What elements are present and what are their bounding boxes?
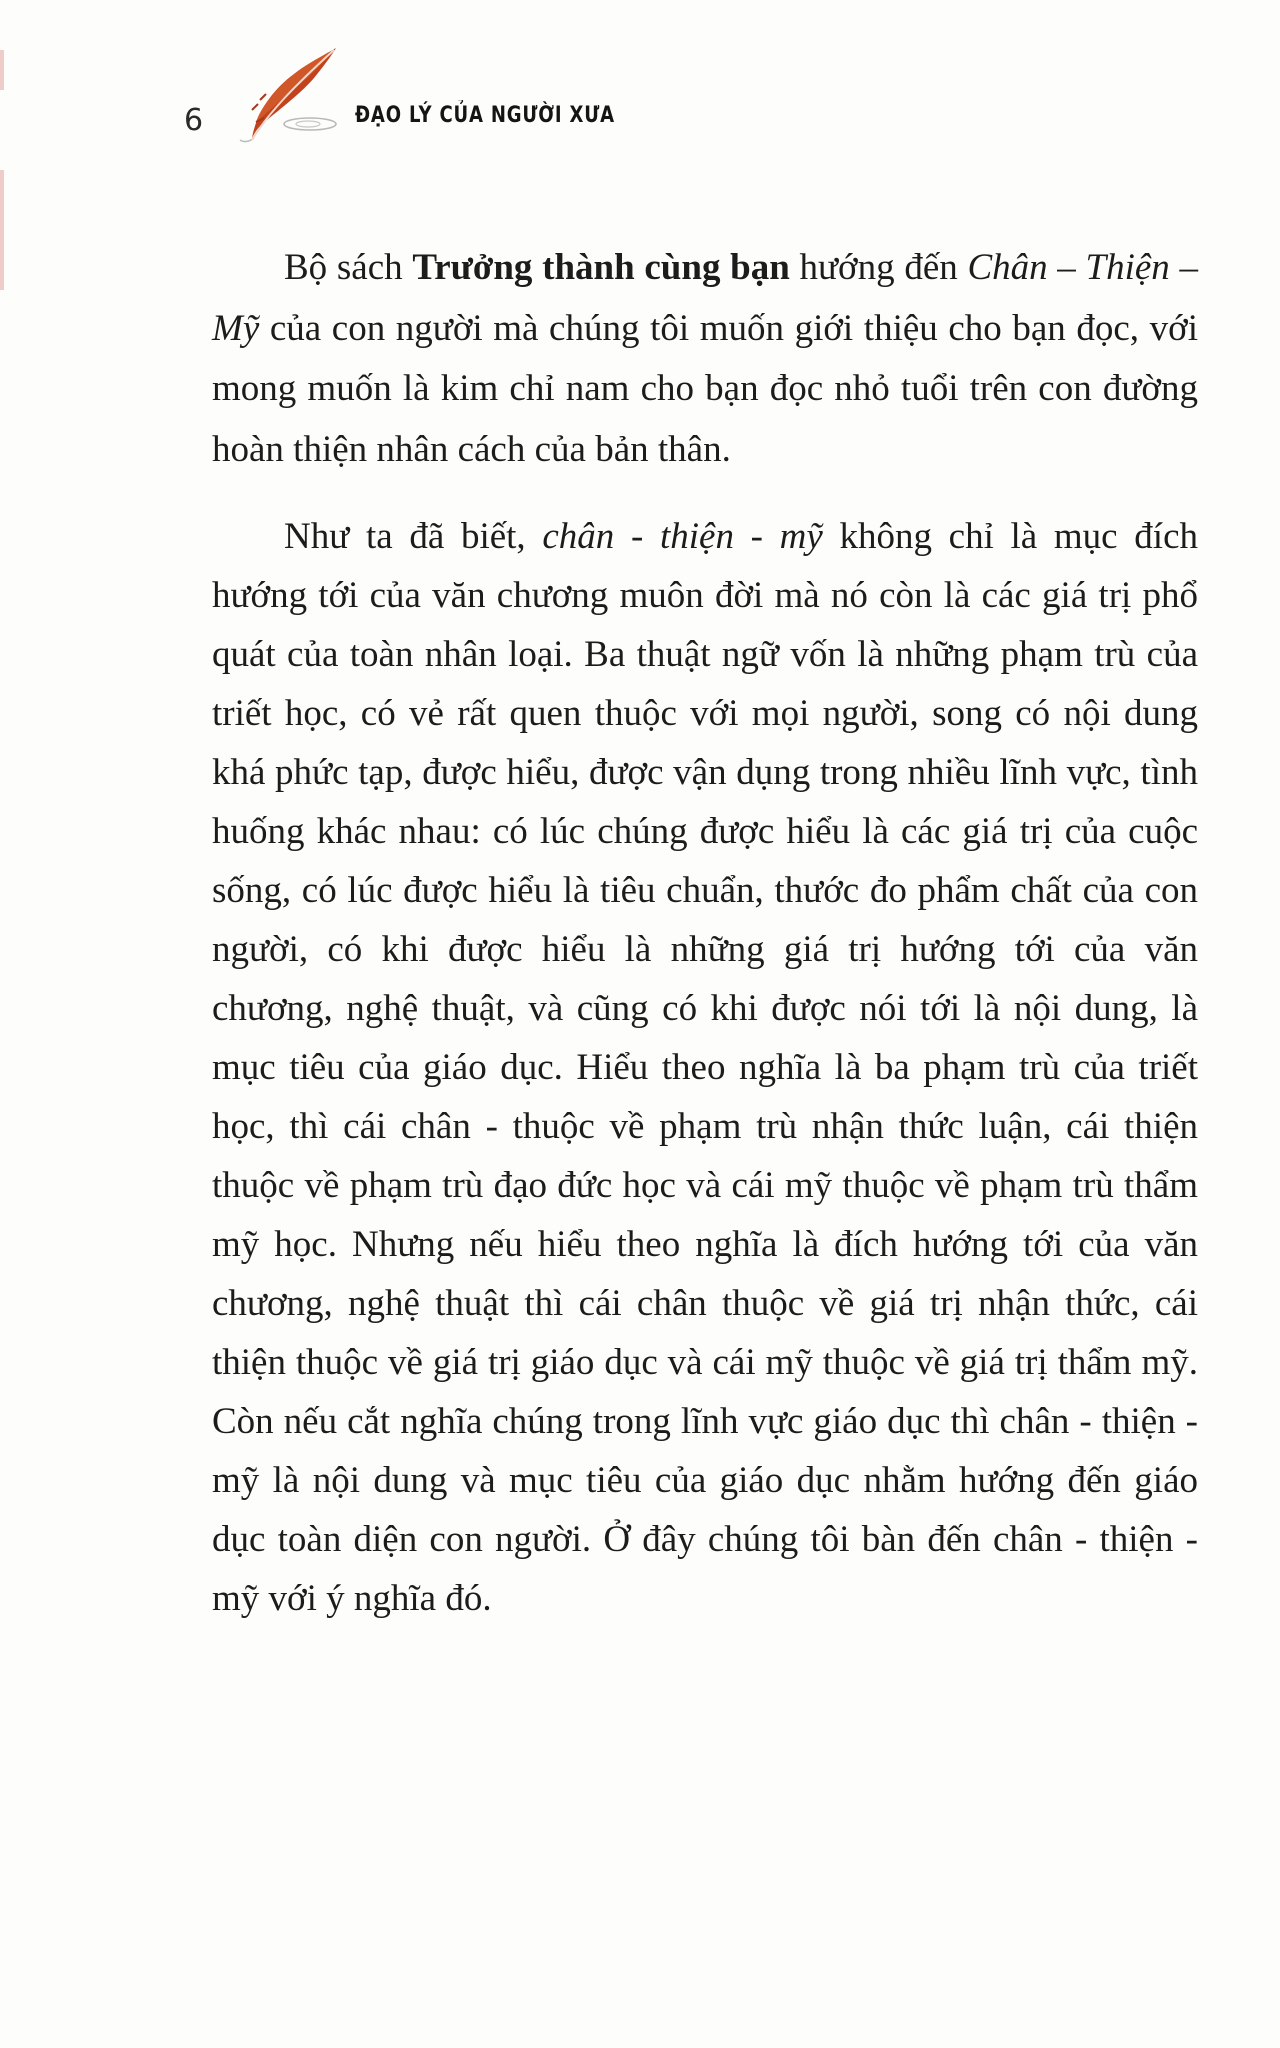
paragraph-1 [212,238,1198,480]
emphasis-chan-thien-my: Chân – Thiện – Mỹ [212,247,1198,349]
book-series-title: Trưởng thành cùng bạn [412,247,790,288]
running-title: ĐẠO LÝ CỦA NGƯỜI XƯA [355,103,615,128]
text-segment: không chỉ là mục đích hướng tới của văn chương muôn đời mà nó còn là các giá trị phổ quát của toàn nhân loại. Ba thuật ngữ vốn là những phạm trù của triết học, có vẻ rất quen thuộc với mọi người, song có nội dung khá phức tạp, được hiểu, được vận dụng trong nhiều lĩnh vực, tình huống khác nhau: có lúc chúng được hiểu là các giá trị của cuộc sống, có lúc được hiểu là tiêu chuẩn, thước đo phẩm chất của con người, có khi được hiểu là những giá trị hướng tới của văn chương, nghệ thuật, và cũng có khi được nói tới là nội dung, là mục tiêu của giáo dục. Hiểu theo nghĩa là ba phạm trù của triết học, thì cái chân - thuộc về phạm trù nhận thức luận, cái thiện thuộc về phạm trù đạo đức học và cái mỹ thuộc về phạm trù thẩm mỹ học. Nhưng nếu hiểu theo nghĩa là đích hướng tới của văn chương, nghệ thuật thì cái chân thuộc về giá trị nhận thức, cái thiện thuộc về giá trị giáo dục và cái mỹ thuộc về giá trị thẩm mỹ. Còn nếu cắt nghĩa chúng trong lĩnh vực giáo dục thì chân - thiện - mỹ là nội dung và mục tiêu của giáo dục nhằm hướng đến giáo dục toàn diện con người. Ở đây chúng tôi bàn đến chân - thiện - mỹ với ý nghĩa đó. [212,516,1198,1619]
quill-feather-icon [222,44,342,148]
page-number: 6 [184,103,204,138]
emphasis-chan-thien-my: chân - thiện - mỹ [542,516,823,557]
text-segment: Như ta đã biết, [284,516,543,557]
text-segment: của con người mà chúng tôi muốn giới thiệu cho bạn đọc, với mong muốn là kim chỉ nam cho bạn đọc nhỏ tuổi trên con đường hoàn thiện nhân cách của bản thân. [212,307,1198,470]
text-segment: hướng đến [789,247,968,288]
text-segment: Bộ sách [284,247,413,288]
page-edge-tint [0,170,4,290]
paragraph-2 [212,507,1198,1628]
page-header [0,0,1280,170]
body-text [212,238,1198,1628]
